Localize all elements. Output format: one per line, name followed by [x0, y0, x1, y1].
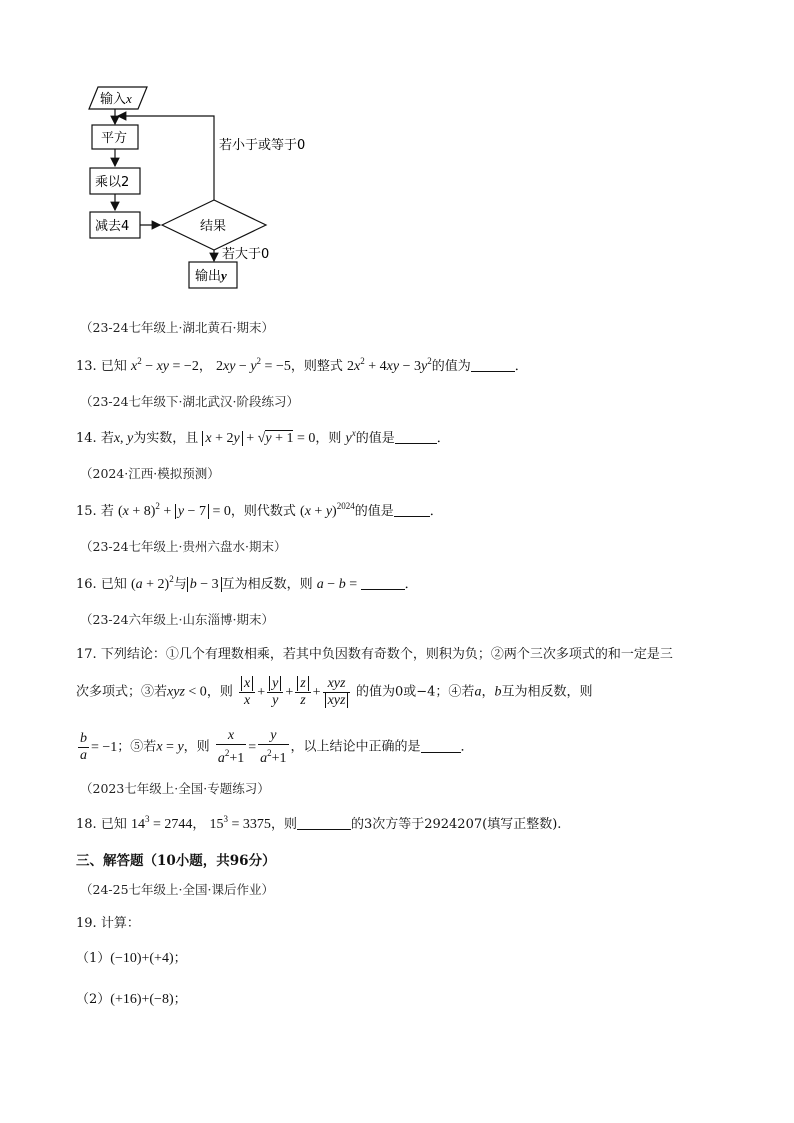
- result-label: 结果: [200, 219, 227, 234]
- q17-source: （23-24六年级上·山东淄博·期末）: [80, 612, 274, 627]
- q13: 13. 已知 $x^2$ − xy = −2， $2xy - y^2 = -5$，则整式 $2x^2 + 4xy - 3y^2$的值为 ．: [76, 356, 528, 374]
- q19-title: 19. 计算：: [76, 916, 140, 931]
- q15: 15. 若 $(x + 8)^2 + y - 7 = 0$，则代数式 $(x + y)^{2024}$的值是 ．: [76, 501, 443, 519]
- q19-source: （24-25七年级上·全国·课后作业）: [80, 882, 274, 897]
- multiply-label: 乘以2: [95, 175, 130, 190]
- loop-back-arrow: [118, 116, 214, 200]
- q18: 18. 已知 $14^3 = 2744$， $15^3 = 3375$，则 的3次方等于2924207(填写正整数).: [76, 814, 562, 832]
- input-label: 输入x: [100, 91, 132, 107]
- output-label: 输出y: [195, 268, 227, 284]
- q17-line3: $\frac{b}{a}$ = −1；⑤若x = y，则 $\frac{x}{a^2+1}$ = $\frac{y}{a^2+1}$ ，以上结论中正确的是 ．: [80, 728, 474, 766]
- q16: 16. 已知 $(a + 2)^2$与 b − 3 互为相反数，则 a − b = ．: [76, 574, 418, 592]
- q16-source: （23-24七年级上·贵州六盘水·期末）: [80, 539, 287, 554]
- q17-line1: 17. 下列结论：①几个有理数相乘，若其中负因数有奇数个，则积为负；②两个三次多项式的和一定是三: [76, 647, 673, 662]
- exit-label: 若大于0: [222, 247, 270, 262]
- q15-source: （2024·江西·模拟预测）: [80, 466, 220, 481]
- q19-part2: （2）(+16)+(−8)；: [76, 992, 187, 1007]
- loop-label: 若小于或等于0: [219, 138, 306, 153]
- square-label: 平方: [101, 131, 128, 146]
- flowchart: [0, 0, 794, 300]
- q19-part1: （1）(−10)+(+4)；: [76, 951, 187, 966]
- q14-source: （23-24七年级下·湖北武汉·阶段练习）: [80, 394, 299, 409]
- q18-source: （2023七年级上·全国·专题练习）: [80, 781, 270, 796]
- q14: 14. 若x, y为实数，且 x + 2y + √y + 1 = 0，则 $y^x$的值是 ．: [76, 428, 450, 446]
- section-title: 三、解答题（10小题，共96分）: [76, 853, 276, 869]
- q13-source: （23-24七年级上·湖北黄石·期末）: [80, 320, 274, 335]
- subtract-label: 减去4: [95, 219, 130, 234]
- q17-line2: 次多项式；③若xyz < 0，则 $\frac{x}{x}$ + $\frac{y}{y}$ + $\frac{z}{z}$ + $\frac{\text{xyz}}{\text{xyz}}$ 的值为0或−4；④若a，b互为相反数，则: [76, 676, 593, 708]
